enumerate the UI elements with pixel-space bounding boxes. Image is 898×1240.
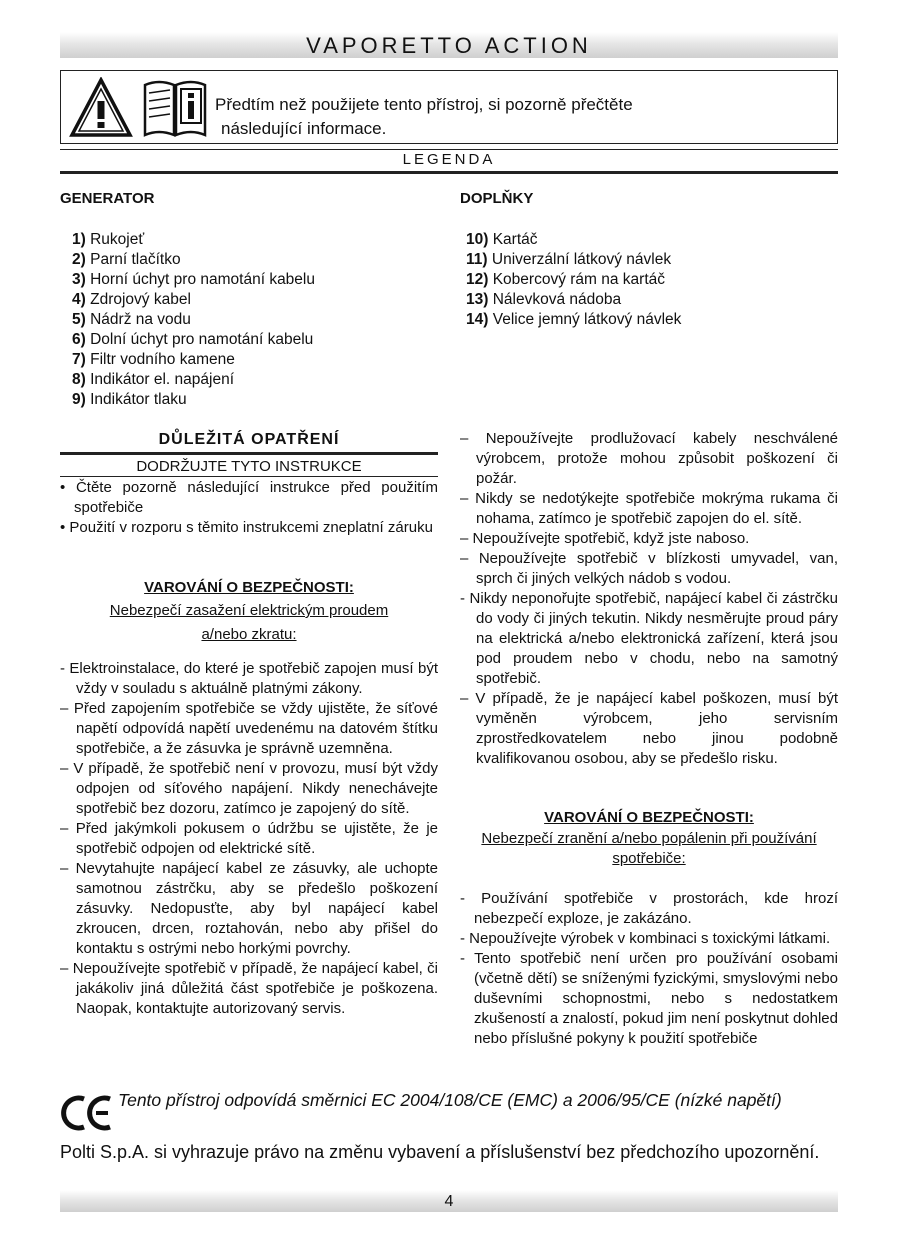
precaution-item: – Před jakýmkoli pokusem o údržbu se ujistěte, že je spotřebič odpojen od elektrické sítě. (60, 820, 438, 857)
precaution-item: – Nepoužívejte spotřebič v případě, že napájecí kabel, či jakákoliv jiná důležitá část spotřebiče je poškozena. Naopak, kontaktujte autorizovaný servis. (60, 960, 438, 1017)
accessory-item-number: 13) (466, 291, 489, 308)
accessory-item-number: 10) (466, 231, 489, 248)
precaution-item: – Nevytahujte napájecí kabel ze zásuvky, ale uchopte samotnou zástrčku, aby se předešlo poškození zásuvky. Nedopusťte, aby byl napájecí kabel zkroucen, drcen, roztahován, nebo aby přišel do kontaktu s ostrými nebo horkými povrchy. (60, 860, 438, 957)
ce-mark-icon (60, 1093, 114, 1133)
generator-item (72, 390, 442, 410)
precaution-item: - Elektroinstalace, do které je spotřebič zapojen musí být vždy v souladu s aktuálně platnými zákony. (60, 660, 438, 697)
accessory-item (466, 250, 836, 270)
ce-compliance-text: Tento přístroj odpovídá směrnici EC 2004/108/CE (EMC) a 2006/95/CE (nízké napětí) (118, 1090, 782, 1110)
rights-notice: Polti S.p.A. si vyhrazuje právo na změnu vybavení a příslušenství bez předchozího upozornění. (60, 1142, 820, 1162)
precautions-subtitle-divider (60, 476, 438, 477)
generator-item-label: Nádrž na vodu (90, 311, 191, 328)
generator-item-label: Filtr vodního kamene (90, 351, 235, 368)
precautions-right-list-2 (460, 889, 838, 1049)
precautions-right-list (460, 429, 838, 769)
generator-item (72, 290, 442, 310)
warning2-subtitle-2: spotřebiče: (612, 850, 686, 867)
warning1-subtitle-2: a/nebo zkratu: (201, 626, 297, 643)
generator-item-number: 5) (72, 311, 86, 328)
precaution-item: – V případě, že je napájecí kabel poškozen, musí být vyměněn výrobcem, jeho servisním zprostředkovatelem nebo jinou podobně kvalifikovanou osobou, aby se předešlo risku. (460, 690, 838, 767)
generator-item (72, 250, 442, 270)
generator-item-number: 2) (72, 251, 86, 268)
generator-item-label: Rukojeť (90, 231, 145, 248)
accessory-item-number: 12) (466, 271, 489, 288)
precautions-bullets (60, 478, 438, 538)
generator-item-label: Indikátor el. napájení (90, 371, 235, 388)
generator-item (72, 370, 442, 390)
warning1-title: VAROVÁNÍ O BEZPEČNOSTI: (144, 579, 354, 596)
warning2-title: VAROVÁNÍ O BEZPEČNOSTI: (544, 809, 754, 826)
precaution-item: – Před zapojením spotřebiče se vždy ujistěte, že síťové napětí odpovídá napětí uvedenému na datovém štítku spotřebiče, a že zásuvka je správně uzemněna. (60, 700, 438, 757)
warning-box (60, 70, 838, 144)
accessory-item (466, 230, 836, 250)
precaution-item: - Nepoužívejte výrobek v kombinaci s toxickými látkami. (460, 930, 831, 947)
legend-title: LEGENDA (402, 151, 496, 168)
page-title: VAPORETTO ACTION (306, 33, 592, 58)
generator-item (72, 350, 442, 370)
precaution-item: – Nepoužívejte spotřebič v blízkosti umyvadel, van, sprch či jiných velkých nádob s vodou. (460, 550, 838, 587)
precautions-title: DŮLEŽITÁ OPATŘENÍ (158, 431, 340, 448)
accessory-item-number: 14) (466, 311, 489, 328)
bullet-item: • Použití v rozporu s těmito instrukcemi zneplatní záruku (60, 519, 433, 536)
accessory-item (466, 290, 836, 310)
generator-item (72, 310, 442, 330)
precautions-divider (60, 452, 438, 455)
precaution-item: – Nikdy se nedotýkejte spotřebiče mokrýma rukama či nohama, zatímco je spotřebič zapojen do el. sítě. (460, 490, 838, 527)
precautions-left-list (60, 659, 438, 1019)
accessory-item-label: Kobercový rám na kartáč (492, 271, 666, 288)
warning1-subtitle-1: Nebezpečí zasažení elektrickým proudem (109, 602, 389, 619)
generator-item-number: 4) (72, 291, 86, 308)
accessory-item-label: Velice jemný látkový návlek (492, 311, 682, 328)
generator-item-number: 9) (72, 391, 86, 408)
generator-list (72, 230, 442, 410)
warning-triangle-icon (69, 77, 133, 139)
generator-item-number: 8) (72, 371, 86, 388)
precautions-subtitle: DODRŽUJTE TYTO INSTRUKCE (136, 458, 362, 475)
info-manual-icon (141, 75, 209, 139)
precaution-item: – Nepoužívejte spotřebič, když jste naboso. (460, 530, 750, 547)
accessory-item-label: Kartáč (492, 231, 538, 248)
generator-item-label: Horní úchyt pro namotání kabelu (90, 271, 315, 288)
generator-item-number: 1) (72, 231, 86, 248)
precaution-item: - Nikdy neponořujte spotřebič, napájecí kabel či zástrčku do vody či jiných tekutin. Nikdy nesměrujte proud páry na elektrická a/nebo elektronická zařízení, která jsou pod proudem nebo v chodu, nebo na samotný spotřebič. (460, 590, 838, 687)
accessory-item-number: 11) (466, 251, 488, 268)
accessories-list (466, 230, 836, 330)
bullet-item: • Čtěte pozorně následující instrukce před použitím spotřebiče (60, 479, 438, 516)
warning-text-line1: Předtím než použijete tento přístroj, si pozorně přečtěte (215, 95, 633, 114)
warning-text (215, 93, 815, 141)
accessories-heading: DOPLŇKY (460, 190, 534, 207)
footer-banner (60, 1190, 838, 1212)
generator-heading: GENERATOR (60, 190, 155, 207)
generator-item-label: Dolní úchyt pro namotání kabelu (90, 331, 314, 348)
warning2-subtitle-1: Nebezpečí zranění a/nebo popálenin při používání (481, 830, 817, 847)
generator-item (72, 230, 442, 250)
precaution-item: – Nepoužívejte prodlužovací kabely neschválené výrobcem, protože mohou způsobit poškození či požár. (460, 430, 838, 487)
precaution-item: - Tento spotřebič není určen pro používání osobami (včetně dětí) se sníženými fyzickými, smyslovými nebo duševními schopnostmi, nebo s nedostatkem zkušeností a znalostí, pokud jim není poskytnut dohled nebo příslušné pokyny k použití spotřebiče (460, 950, 838, 1047)
precaution-item: – V případě, že spotřebič není v provozu, musí být vždy odpojen od síťového napájení. Nikdy nenechávejte spotřebič bez dozoru, zatímco je zapojený do sítě. (60, 760, 438, 817)
generator-item (72, 270, 442, 290)
warning-text-line2: následující informace. (221, 119, 387, 138)
page-title-banner (60, 32, 838, 58)
generator-item-label: Zdrojový kabel (90, 291, 191, 308)
generator-item-number: 3) (72, 271, 86, 288)
accessory-item-label: Nálevková nádoba (492, 291, 622, 308)
accessory-item (466, 310, 836, 330)
accessory-item (466, 270, 836, 290)
accessory-item-label: Univerzální látkový návlek (491, 251, 672, 268)
generator-item-number: 7) (72, 351, 86, 368)
generator-item-label: Indikátor tlaku (90, 391, 187, 408)
legend-divider-bottom (60, 171, 838, 174)
page-number: 4 (444, 1193, 454, 1210)
generator-item (72, 330, 442, 350)
generator-item-number: 6) (72, 331, 86, 348)
precaution-item: - Používání spotřebiče v prostorách, kde hrozí nebezpečí exploze, je zakázáno. (460, 890, 838, 927)
generator-item-label: Parní tlačítko (90, 251, 181, 268)
